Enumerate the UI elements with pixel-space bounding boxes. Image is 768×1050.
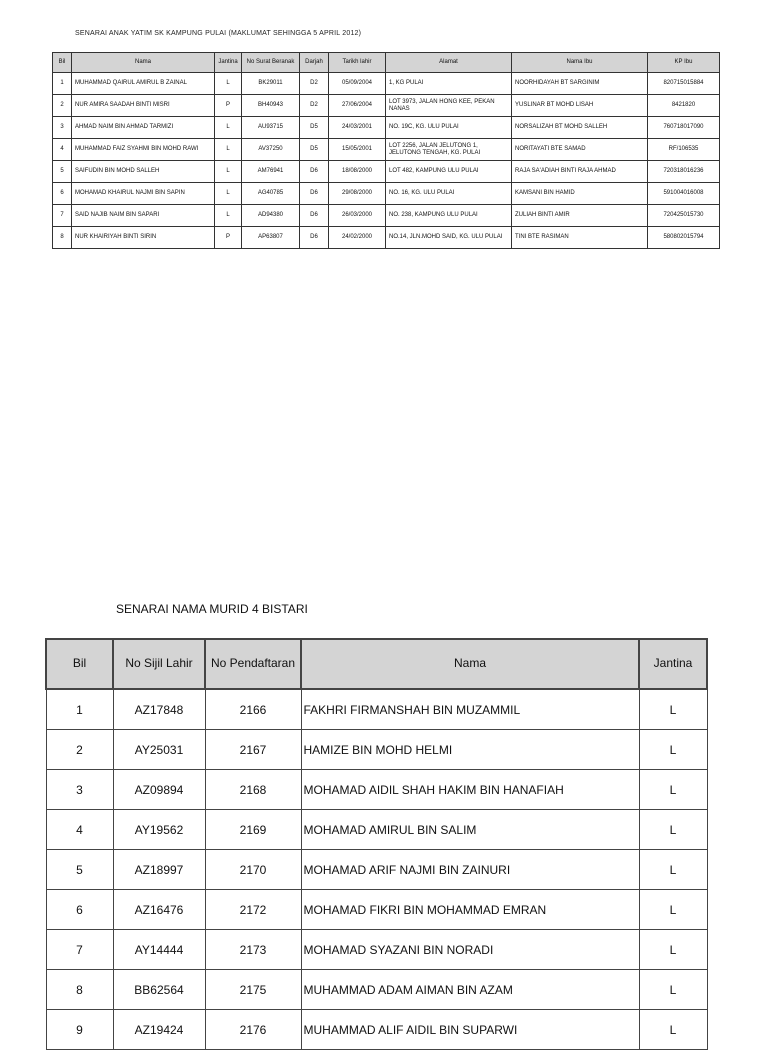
cell-jantina: L xyxy=(215,117,242,139)
cell-nama: NUR AMIRA SAADAH BINTI MISRI xyxy=(72,95,215,117)
table-row xyxy=(46,930,707,970)
header-alamat: Alamat xyxy=(386,53,512,73)
cell-nama-ibu: NOORHIDAYAH BT SARGINIM xyxy=(512,73,648,95)
cell-nama: MUHAMMAD QAIRUL AMIRUL B ZAINAL xyxy=(72,73,215,95)
cell-jantina: L xyxy=(639,890,707,930)
cell-bil: 1 xyxy=(53,73,72,95)
cell-no-sijil-lahir: BB62564 xyxy=(113,970,205,1010)
cell-nama: AHMAD NAIM BIN AHMAD TARMIZI xyxy=(72,117,215,139)
student-list-table xyxy=(45,638,708,1050)
table-row xyxy=(53,227,720,249)
header-nama: Nama xyxy=(301,639,639,689)
cell-jantina: L xyxy=(639,930,707,970)
cell-nama-ibu: NORSALIZAH BT MOHD SALLEH xyxy=(512,117,648,139)
table2-body xyxy=(46,689,707,1050)
cell-jantina: L xyxy=(639,810,707,850)
cell-no-pendaftaran: 2170 xyxy=(205,850,301,890)
cell-darjah: D6 xyxy=(300,183,329,205)
table-row xyxy=(46,810,707,850)
cell-tarikh-lahir: 24/03/2001 xyxy=(329,117,386,139)
table2-header-row xyxy=(46,639,707,689)
cell-no-sijil-lahir: AY19562 xyxy=(113,810,205,850)
cell-tarikh-lahir: 05/09/2004 xyxy=(329,73,386,95)
cell-jantina: L xyxy=(639,689,707,730)
orphan-list-table xyxy=(52,52,720,249)
cell-no-sijil-lahir: AZ16476 xyxy=(113,890,205,930)
table-row xyxy=(53,95,720,117)
cell-no-pendaftaran: 2172 xyxy=(205,890,301,930)
cell-bil: 2 xyxy=(46,730,113,770)
cell-jantina: L xyxy=(639,1010,707,1050)
cell-nama: FAKHRI FIRMANSHAH BIN MUZAMMIL xyxy=(301,689,639,730)
cell-kp-ibu: 580802015794 xyxy=(648,227,720,249)
cell-nama-ibu: KAMSANI BIN HAMID xyxy=(512,183,648,205)
cell-no-surat-beranak: AP63807 xyxy=(242,227,300,249)
cell-bil: 8 xyxy=(46,970,113,1010)
cell-no-sijil-lahir: AY25031 xyxy=(113,730,205,770)
cell-no-surat-beranak: AG40785 xyxy=(242,183,300,205)
cell-darjah: D6 xyxy=(300,205,329,227)
header-kp-ibu: KP Ibu xyxy=(648,53,720,73)
cell-bil: 2 xyxy=(53,95,72,117)
cell-kp-ibu: 720425015730 xyxy=(648,205,720,227)
cell-darjah: D2 xyxy=(300,73,329,95)
cell-no-surat-beranak: AV37250 xyxy=(242,139,300,161)
cell-nama: MUHAMMAD ALIF AIDIL BIN SUPARWI xyxy=(301,1010,639,1050)
cell-no-pendaftaran: 2169 xyxy=(205,810,301,850)
header-jantina: Jantina xyxy=(639,639,707,689)
cell-tarikh-lahir: 26/03/2000 xyxy=(329,205,386,227)
cell-no-sijil-lahir: AZ18997 xyxy=(113,850,205,890)
cell-bil: 1 xyxy=(46,689,113,730)
header-darjah: Darjah xyxy=(300,53,329,73)
cell-no-pendaftaran: 2167 xyxy=(205,730,301,770)
cell-alamat: NO. 16, KG. ULU PULAI xyxy=(386,183,512,205)
cell-tarikh-lahir: 24/02/2000 xyxy=(329,227,386,249)
cell-tarikh-lahir: 29/08/2000 xyxy=(329,183,386,205)
cell-no-surat-beranak: AM76941 xyxy=(242,161,300,183)
cell-no-surat-beranak: BK29011 xyxy=(242,73,300,95)
cell-darjah: D2 xyxy=(300,95,329,117)
table1-body xyxy=(53,73,720,249)
cell-jantina: L xyxy=(639,730,707,770)
cell-darjah: D6 xyxy=(300,227,329,249)
cell-jantina: L xyxy=(215,183,242,205)
cell-no-sijil-lahir: AZ09894 xyxy=(113,770,205,810)
cell-darjah: D5 xyxy=(300,117,329,139)
cell-nama-ibu: RAJA SA'ADIAH BINTI RAJA AHMAD xyxy=(512,161,648,183)
header-no-surat-beranak: No Surat Beranak xyxy=(242,53,300,73)
header-no-pendaftaran: No Pendaftaran xyxy=(205,639,301,689)
cell-no-pendaftaran: 2166 xyxy=(205,689,301,730)
cell-bil: 3 xyxy=(46,770,113,810)
cell-nama-ibu: YUSLINAR BT MOHD LISAH xyxy=(512,95,648,117)
table-row xyxy=(53,183,720,205)
cell-alamat: NO. 238, KAMPUNG ULU PULAI xyxy=(386,205,512,227)
cell-bil: 8 xyxy=(53,227,72,249)
cell-nama: MUHAMMAD ADAM AIMAN BIN AZAM xyxy=(301,970,639,1010)
cell-nama-ibu: NORITAYATI BTE SAMAD xyxy=(512,139,648,161)
cell-nama-ibu: ZULIAH BINTI AMIR xyxy=(512,205,648,227)
cell-jantina: L xyxy=(639,970,707,1010)
cell-bil: 9 xyxy=(46,1010,113,1050)
cell-kp-ibu: 720318016236 xyxy=(648,161,720,183)
cell-nama: NUR KHAIRIYAH BINTI SIRIN xyxy=(72,227,215,249)
cell-kp-ibu: 820715015884 xyxy=(648,73,720,95)
cell-bil: 6 xyxy=(53,183,72,205)
cell-bil: 3 xyxy=(53,117,72,139)
cell-bil: 4 xyxy=(46,810,113,850)
table1-header-row xyxy=(53,53,720,73)
cell-tarikh-lahir: 18/08/2000 xyxy=(329,161,386,183)
table-row xyxy=(53,73,720,95)
cell-no-pendaftaran: 2175 xyxy=(205,970,301,1010)
cell-nama-ibu: TINI BTE RASIMAN xyxy=(512,227,648,249)
cell-bil: 6 xyxy=(46,890,113,930)
header-nama-ibu: Nama Ibu xyxy=(512,53,648,73)
cell-nama: MOHAMAD SYAZANI BIN NORADI xyxy=(301,930,639,970)
cell-tarikh-lahir: 27/06/2004 xyxy=(329,95,386,117)
cell-jantina: L xyxy=(215,161,242,183)
table-row xyxy=(46,850,707,890)
cell-no-pendaftaran: 2168 xyxy=(205,770,301,810)
header-bil: Bil xyxy=(53,53,72,73)
cell-darjah: D6 xyxy=(300,161,329,183)
table-row xyxy=(53,161,720,183)
cell-kp-ibu: RF/106535 xyxy=(648,139,720,161)
cell-tarikh-lahir: 15/05/2001 xyxy=(329,139,386,161)
cell-kp-ibu: 591004016008 xyxy=(648,183,720,205)
cell-alamat: LOT 482, KAMPUNG ULU PULAI xyxy=(386,161,512,183)
table-row xyxy=(53,117,720,139)
cell-nama: MOHAMAD AMIRUL BIN SALIM xyxy=(301,810,639,850)
cell-no-sijil-lahir: AY14444 xyxy=(113,930,205,970)
table-row xyxy=(46,730,707,770)
cell-nama: MOHAMAD KHAIRUL NAJMI BIN SAPIN xyxy=(72,183,215,205)
header-bil: Bil xyxy=(46,639,113,689)
cell-nama: HAMIZE BIN MOHD HELMI xyxy=(301,730,639,770)
cell-nama: SAIFUDIN BIN MOHD SALLEH xyxy=(72,161,215,183)
cell-bil: 7 xyxy=(53,205,72,227)
cell-nama: MOHAMAD ARIF NAJMI BIN ZAINURI xyxy=(301,850,639,890)
cell-jantina: L xyxy=(215,139,242,161)
cell-jantina: L xyxy=(215,205,242,227)
cell-no-pendaftaran: 2173 xyxy=(205,930,301,970)
header-no-sijil-lahir: No Sijil Lahir xyxy=(113,639,205,689)
cell-bil: 5 xyxy=(53,161,72,183)
cell-bil: 4 xyxy=(53,139,72,161)
cell-nama: SAID NAJIB NAIM BIN SAPARI xyxy=(72,205,215,227)
table-row xyxy=(53,139,720,161)
cell-bil: 7 xyxy=(46,930,113,970)
table-row xyxy=(46,689,707,730)
cell-kp-ibu: 760718017090 xyxy=(648,117,720,139)
cell-jantina: L xyxy=(215,73,242,95)
cell-no-surat-beranak: BH40943 xyxy=(242,95,300,117)
cell-no-sijil-lahir: AZ17848 xyxy=(113,689,205,730)
cell-alamat: NO.14, JLN.MOHD SAID, KG. ULU PULAI xyxy=(386,227,512,249)
table-row xyxy=(46,1010,707,1050)
cell-kp-ibu: 8421820 xyxy=(648,95,720,117)
cell-nama: MUHAMMAD FAIZ SYAHMI BIN MOHD RAWI xyxy=(72,139,215,161)
header-jantina: Jantina xyxy=(215,53,242,73)
cell-no-sijil-lahir: AZ19424 xyxy=(113,1010,205,1050)
header-nama: Nama xyxy=(72,53,215,73)
table-row xyxy=(46,770,707,810)
table-row xyxy=(53,205,720,227)
table-row xyxy=(46,890,707,930)
cell-jantina: L xyxy=(639,770,707,810)
header-tarikh-lahir: Tarikh lahir xyxy=(329,53,386,73)
cell-jantina: P xyxy=(215,95,242,117)
cell-no-pendaftaran: 2176 xyxy=(205,1010,301,1050)
cell-darjah: D5 xyxy=(300,139,329,161)
cell-alamat: LOT 2256, JALAN JELUTONG 1, JELUTONG TENGAH, KG. PULAI xyxy=(386,139,512,161)
table2-title: SENARAI NAMA MURID 4 BISTARI xyxy=(116,602,308,616)
cell-nama: MOHAMAD AIDIL SHAH HAKIM BIN HANAFIAH xyxy=(301,770,639,810)
cell-jantina: P xyxy=(215,227,242,249)
table-row xyxy=(46,970,707,1010)
cell-bil: 5 xyxy=(46,850,113,890)
cell-alamat: LOT 3973, JALAN HONG KEE, PEKAN NANAS xyxy=(386,95,512,117)
cell-alamat: NO. 19C, KG. ULU PULAI xyxy=(386,117,512,139)
cell-no-surat-beranak: AU93715 xyxy=(242,117,300,139)
cell-alamat: 1, KG PULAI xyxy=(386,73,512,95)
table1-title: SENARAI ANAK YATIM SK KAMPUNG PULAI (MAKLUMAT SEHINGGA 5 APRIL 2012) xyxy=(75,30,362,37)
cell-no-surat-beranak: AD94380 xyxy=(242,205,300,227)
cell-jantina: L xyxy=(639,850,707,890)
cell-nama: MOHAMAD FIKRI BIN MOHAMMAD EMRAN xyxy=(301,890,639,930)
